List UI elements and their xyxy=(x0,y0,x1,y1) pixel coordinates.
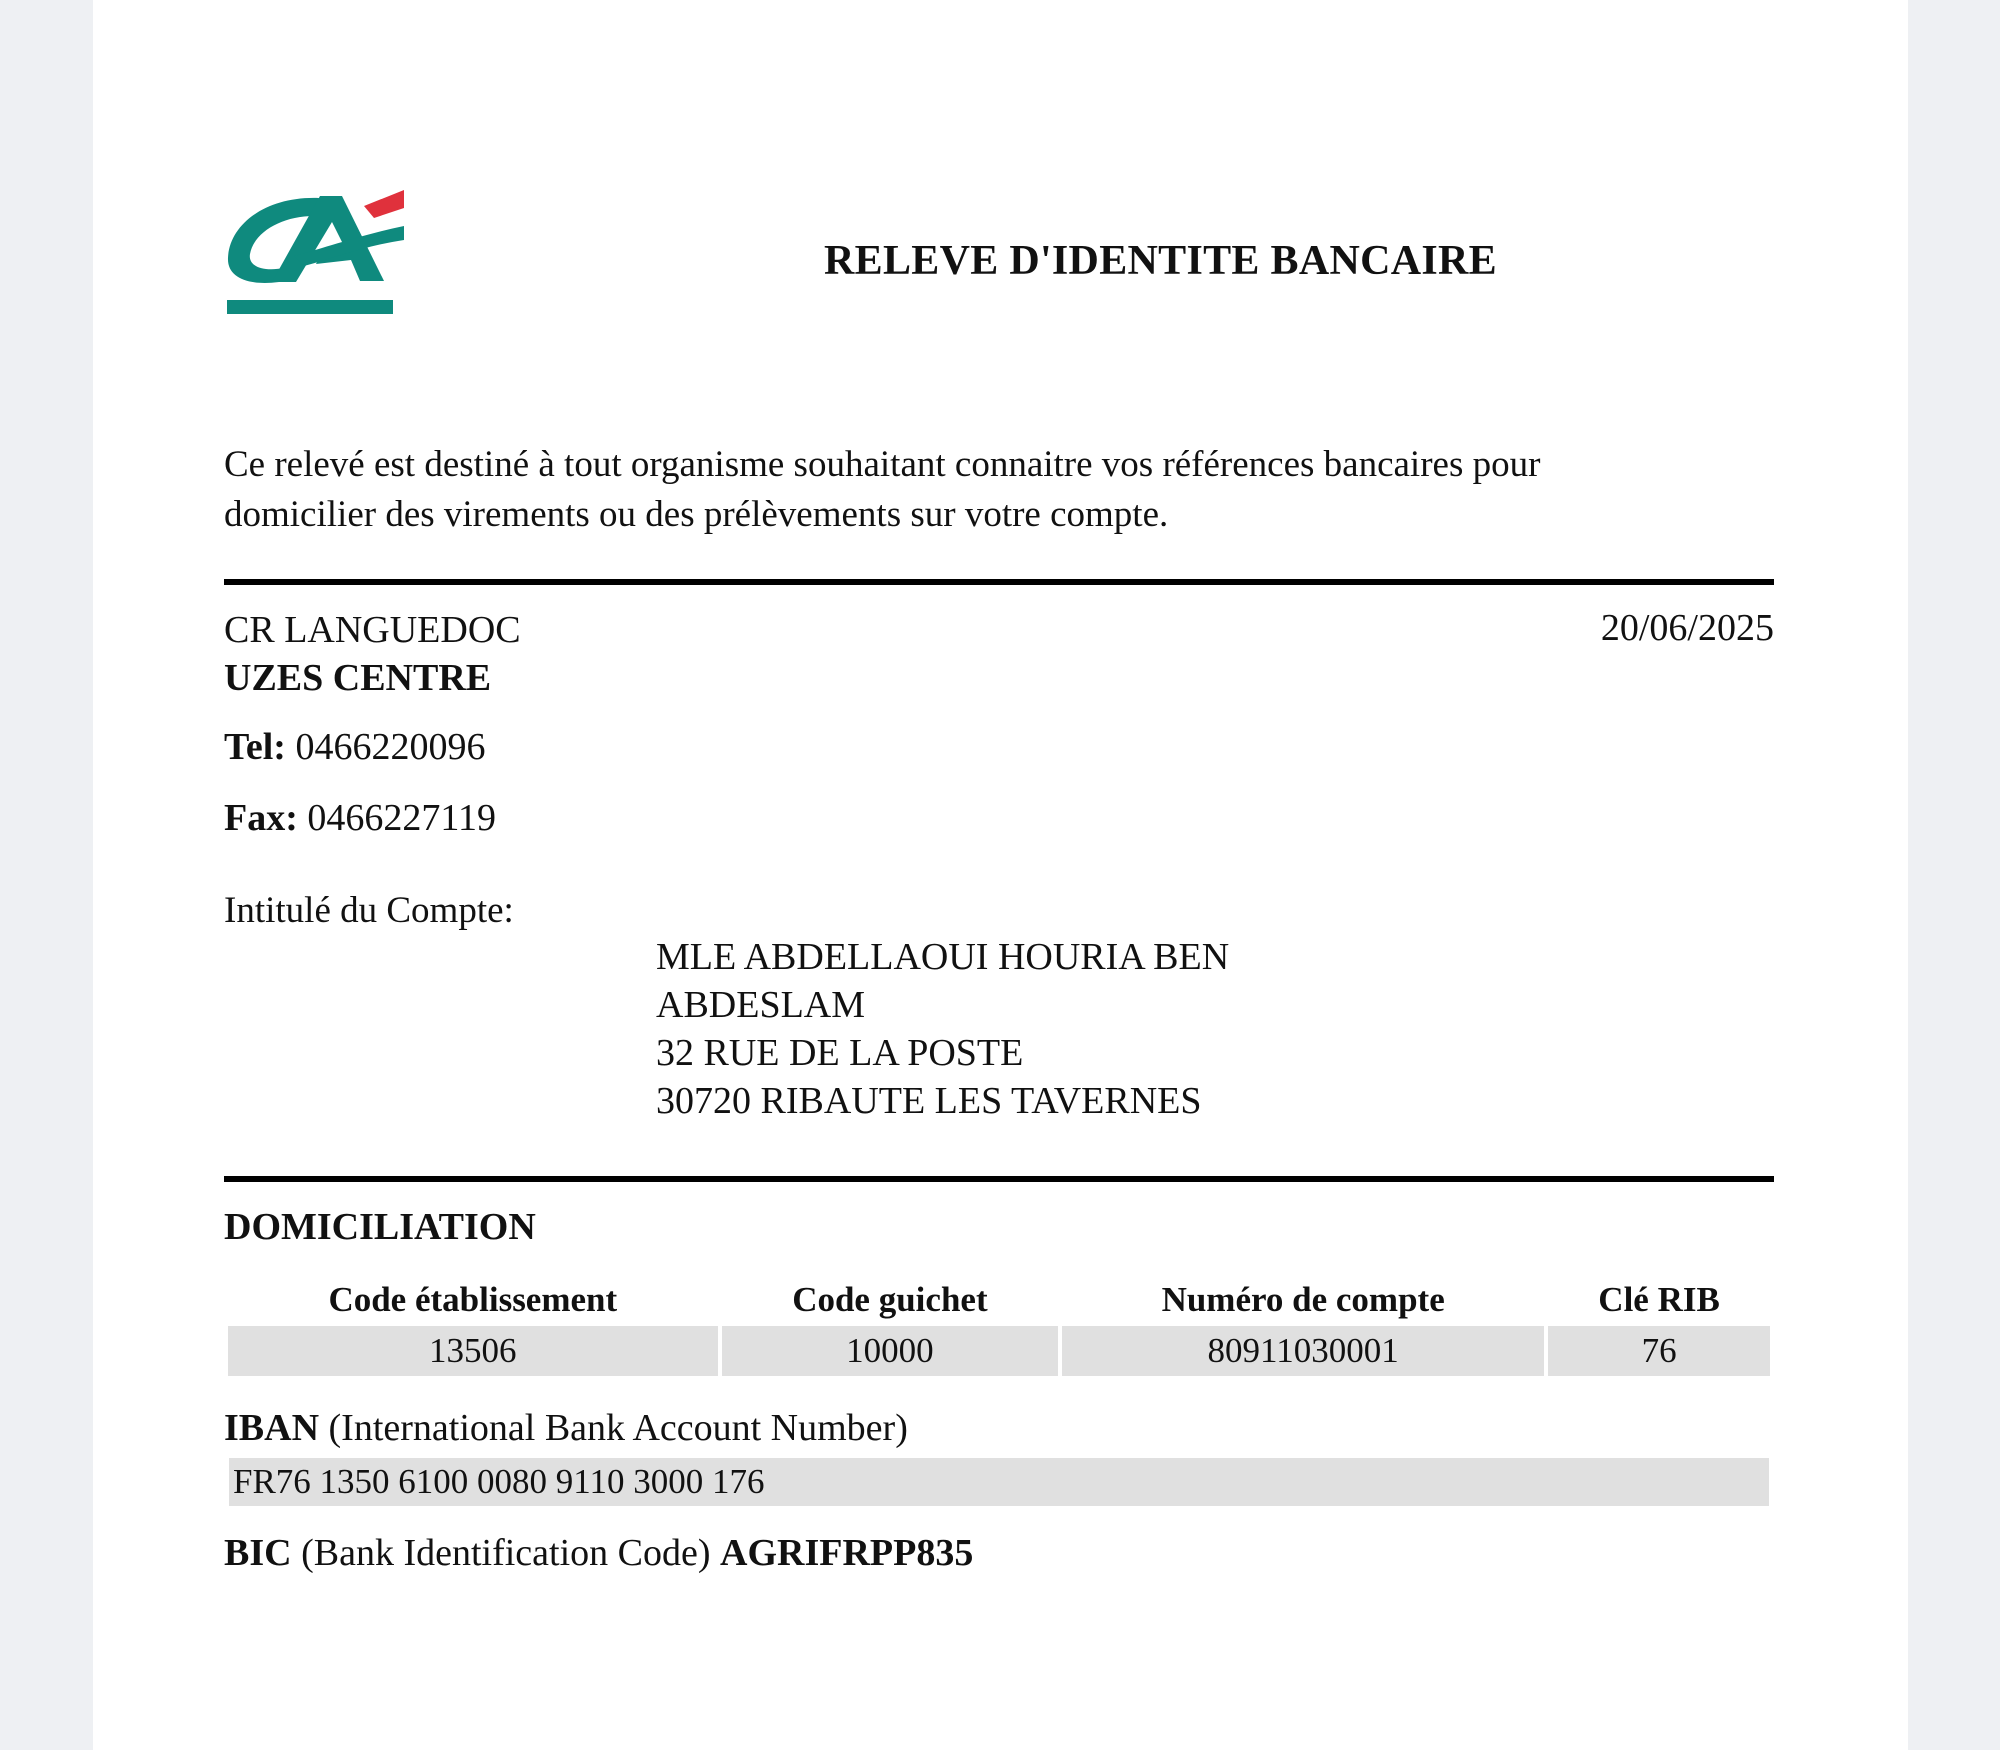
holder-line-3: 32 RUE DE LA POSTE xyxy=(656,1032,1024,1074)
intro-line-2: domicilier des virements ou des prélèvements sur votre compte. xyxy=(224,494,1169,535)
document-date: 20/06/2025 xyxy=(1600,607,1774,649)
fax-label: Fax: xyxy=(224,797,298,839)
iban-value: FR76 1350 6100 0080 9110 3000 176 xyxy=(229,1458,1769,1506)
rib-value-row xyxy=(228,1326,1770,1376)
iban-label: IBAN xyxy=(224,1407,320,1449)
rib-header-row xyxy=(228,1274,1770,1326)
rib-table xyxy=(224,1274,1774,1376)
header-numero-compte: Numéro de compte xyxy=(1161,1280,1445,1319)
bank-name: CR LANGUEDOC xyxy=(224,609,521,651)
intro-line-1: Ce relevé est destiné à tout organisme souhaitant connaitre vos références bancaires pour xyxy=(224,444,1541,485)
iban-label-line xyxy=(224,1404,908,1452)
value-code-etablissement: 13506 xyxy=(228,1326,718,1376)
divider-top xyxy=(224,579,1774,585)
value-code-guichet: 10000 xyxy=(722,1326,1059,1376)
fax-value: 0466227119 xyxy=(307,797,496,839)
credit-agricole-logo-icon xyxy=(224,186,406,314)
branch-name: UZES CENTRE xyxy=(224,657,492,699)
bank-branch-block xyxy=(224,606,521,702)
holder-line-1: MLE ABDELLAOUI HOURIA BEN xyxy=(656,936,1230,978)
account-title-label: Intitulé du Compte: xyxy=(224,890,514,931)
telephone-line xyxy=(224,723,485,771)
header-code-etablissement: Code établissement xyxy=(328,1280,618,1319)
tel-value: 0466220096 xyxy=(295,726,486,768)
header-cle-rib: Clé RIB xyxy=(1598,1280,1720,1319)
fax-line xyxy=(224,794,496,842)
document-title: RELEVE D'IDENTITE BANCAIRE xyxy=(824,238,1497,284)
bic-description: (Bank Identification Code) xyxy=(301,1532,711,1574)
holder-line-2: ABDESLAM xyxy=(656,984,866,1026)
bic-value: AGRIFRPP835 xyxy=(720,1532,974,1574)
divider-bottom xyxy=(224,1176,1774,1182)
tel-label: Tel: xyxy=(224,726,286,768)
bic-line xyxy=(224,1529,973,1577)
bic-label: BIC xyxy=(224,1532,292,1574)
header-code-guichet: Code guichet xyxy=(792,1280,988,1319)
value-numero-compte: 80911030001 xyxy=(1062,1326,1544,1376)
intro-text xyxy=(224,440,1774,540)
document-page xyxy=(93,0,1908,1750)
domiciliation-title: DOMICILIATION xyxy=(224,1206,536,1248)
iban-description: (International Bank Account Number) xyxy=(328,1407,908,1449)
value-cle-rib: 76 xyxy=(1548,1326,1770,1376)
account-holder xyxy=(656,933,1229,1125)
holder-line-4: 30720 RIBAUTE LES TAVERNES xyxy=(656,1080,1202,1122)
